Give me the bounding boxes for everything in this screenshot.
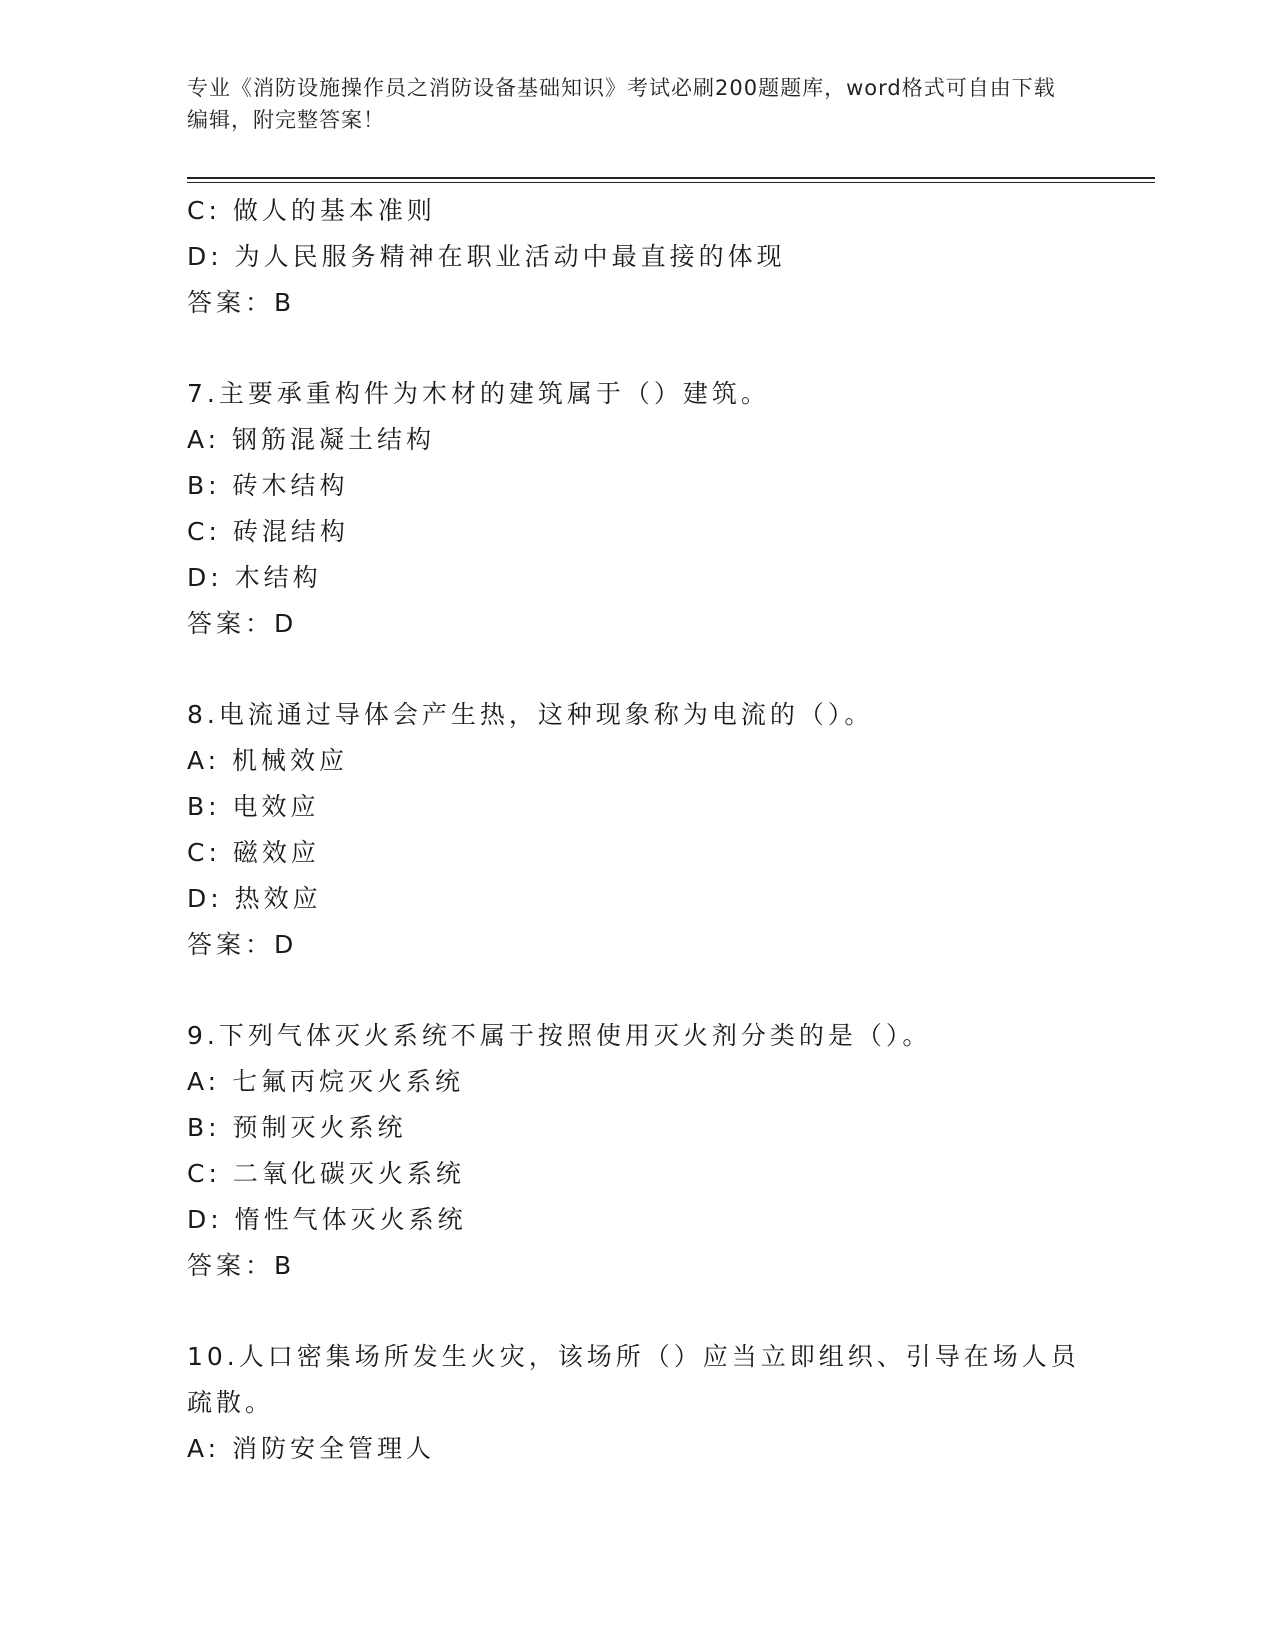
answer: 答案：B	[187, 1251, 296, 1280]
option-d: D: 为人民服务精神在职业活动中最直接的体现	[187, 242, 786, 271]
option-c: C: 做人的基本准则	[187, 196, 436, 225]
header-rule-thick	[187, 177, 1155, 179]
option-b: B: 砖木结构	[187, 471, 349, 500]
option-d: D: 热效应	[187, 884, 322, 913]
document-header: 专业《消防设施操作员之消防设备基础知识》考试必刷200题题库，word格式可自由下载编辑，附完整答案！	[187, 76, 1056, 132]
option-a: A: 七氟丙烷灭火系统	[187, 1067, 465, 1096]
option-a: A: 消防安全管理人	[187, 1434, 436, 1463]
option-a: A: 钢筋混凝土结构	[187, 425, 436, 454]
question-list	[187, 188, 1087, 1472]
option-d: D: 惰性气体灭火系统	[187, 1205, 467, 1234]
option-c: C: 磁效应	[187, 838, 320, 867]
option-b: B: 电效应	[187, 792, 320, 821]
option-a: A: 机械效应	[187, 746, 349, 775]
option-c: C: 砖混结构	[187, 517, 349, 546]
question-stem-line-1: 10.人口密集场所发生火灾，该场所（）应当立即组织、引导在场人员	[187, 1342, 1080, 1371]
option-c: C: 二氧化碳灭火系统	[187, 1159, 465, 1188]
question-stem: 7.主要承重构件为木材的建筑属于（）建筑。	[187, 379, 770, 408]
question-stem-line-2: 疏散。	[187, 1388, 275, 1417]
option-b: B: 预制灭火系统	[187, 1113, 407, 1142]
question-stem: 9.下列气体灭火系统不属于按照使用灭火剂分类的是（）。	[187, 1021, 932, 1050]
answer: 答案：D	[187, 930, 298, 959]
answer: 答案：B	[187, 288, 296, 317]
answer: 答案：D	[187, 609, 298, 638]
question-stem: 8.电流通过导体会产生热，这种现象称为电流的（）。	[187, 700, 874, 729]
option-d: D: 木结构	[187, 563, 322, 592]
header-rule-thin	[187, 182, 1155, 183]
